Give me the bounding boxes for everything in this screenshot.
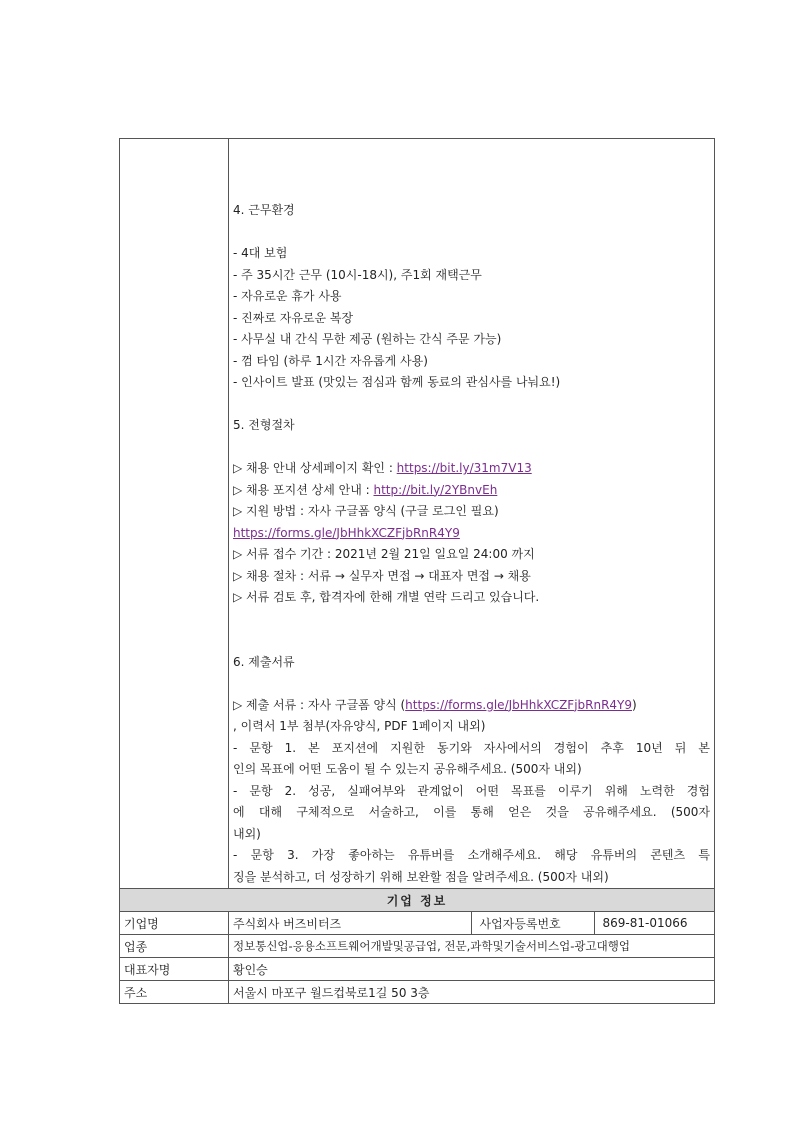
question-2-line1: - 문항 2. 성공, 실패여부와 관계없이 어떤 목표를 이루기 위해 노력한 경험 <box>233 783 710 798</box>
section4-title: 4. 근무환경 <box>233 203 295 217</box>
section4-item: - 사무실 내 간식 무한 제공 (원하는 간식 주문 가능) <box>233 332 502 346</box>
question-3-line1: - 문항 3. 가장 좋아하는 유튜버를 소개해주세요. 해당 유튜버의 콘텐츠 특 <box>233 848 710 862</box>
section4-item: - 주 35시간 근무 (10시-18시), 주1회 재택근무 <box>233 267 482 282</box>
section6-title: 6. 제출서류 <box>233 654 295 669</box>
submit-docs-line <box>233 695 710 717</box>
details-cell <box>229 139 715 889</box>
section4-item: - 인사이트 발표 (맛있는 점심과 함께 동료의 관심사를 나눠요!) <box>233 375 561 389</box>
submit-docs-line2: , 이력서 1부 첨부(자유양식, PDF 1페이지 내외) <box>233 719 486 733</box>
section4-item: - 껌 타임 (하루 1시간 자유롭게 사용) <box>233 353 428 368</box>
review-notice: ▷ 서류 검토 후, 합격자에 한해 개별 연락 드리고 있습니다. <box>233 590 540 604</box>
company-name-value: 주식회사 버즈비터즈 <box>233 916 342 931</box>
section5-title: 5. 전형절차 <box>233 418 295 432</box>
question-2-line3: 내외) <box>233 826 261 841</box>
submit-form-link[interactable]: https://forms.gle/JbHhkXCZFjbRnR4Y9 <box>405 697 633 712</box>
submit-docs-label: ▷ 제출 서류 : 자사 구글폼 양식 ( <box>233 697 406 712</box>
industry-value: 정보통신업-응용소프트웨어개발및공급업, 전문,과학및기술서비스업-광고대행업 <box>229 935 715 958</box>
company-name-row <box>229 912 715 935</box>
section4-item: - 자유로운 휴가 사용 <box>233 289 342 303</box>
question-2-line2: 에 대해 구체적으로 서술하고, 이를 통해 얻은 것을 공유해주세요. (500자 <box>233 805 710 819</box>
ceo-value: 황인승 <box>229 958 715 981</box>
position-detail-line <box>233 480 710 502</box>
hiring-steps: ▷ 채용 절차 : 서류 → 실무자 면접 → 대표자 면접 → 채용 <box>233 568 531 583</box>
detail-page-label: ▷ 채용 안내 상세페이지 확인 : <box>233 461 397 475</box>
apply-method: ▷ 지원 방법 : 자사 구글폼 양식 (구글 로그인 필요) <box>233 504 499 518</box>
job-posting-table <box>119 138 715 1004</box>
address-value: 서울시 마포구 월드컵북로1길 50 3층 <box>229 981 715 1004</box>
detail-page-link[interactable]: https://bit.ly/31m7V13 <box>396 461 532 475</box>
position-detail-label: ▷ 채용 포지션 상세 안내 : <box>233 482 374 497</box>
deadline-text: ▷ 서류 접수 기간 : 2021년 2월 21일 일요일 24:00 까지 <box>233 547 535 561</box>
business-number-value: 869-81-01066 <box>594 912 714 934</box>
company-info-header: 기업 정보 <box>120 889 715 912</box>
label-cell-empty <box>120 139 229 889</box>
question-1-line1: - 문항 1. 본 포지션에 지원한 동기와 자사에서의 경험이 추후 10년 뒤 본 <box>233 740 710 755</box>
position-detail-link[interactable]: http://bit.ly/2YBnvEh <box>373 482 498 497</box>
company-name-label: 기업명 <box>120 912 229 935</box>
question-1-line2: 인의 목표에 어떤 도움이 될 수 있는지 공유해주세요. (500자 내외) <box>233 762 582 776</box>
ceo-label: 대표자명 <box>120 958 229 981</box>
detail-page-line <box>233 458 710 480</box>
section4-item: - 4대 보험 <box>233 246 288 260</box>
question-3-line2: 징을 분석하고, 더 성장하기 위해 보완할 점을 알려주세요. (500자 내외) <box>233 869 609 884</box>
section4-item: - 진짜로 자유로운 복장 <box>233 310 354 325</box>
apply-form-link[interactable]: https://forms.gle/JbHhkXCZFjbRnR4Y9 <box>233 525 460 540</box>
address-label: 주소 <box>120 981 229 1004</box>
business-number-label: 사업자등록번호 <box>471 912 594 934</box>
submit-docs-suffix: ) <box>632 697 637 712</box>
industry-label: 업종 <box>120 935 229 958</box>
